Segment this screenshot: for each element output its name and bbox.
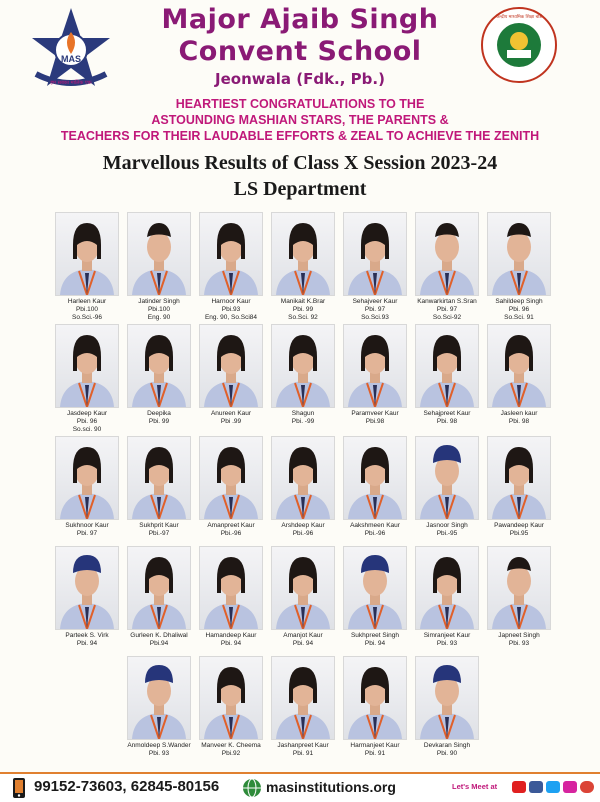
student-score: Pbi. 94: [76, 640, 98, 647]
student-name: Hamandeep Kaur: [205, 632, 257, 639]
student-card: [412, 656, 482, 758]
student-photo: [415, 656, 479, 740]
student-card: [52, 212, 122, 322]
student-photo-icon: [416, 437, 478, 519]
student-score: Pbi. 98: [508, 418, 530, 425]
student-card: [340, 324, 410, 426]
student-score: Pbi. 91: [364, 750, 386, 757]
student-name: Harmanjeet Kaur: [350, 742, 400, 749]
student-photo: [127, 546, 191, 630]
student-photo: [55, 324, 119, 408]
student-photo-icon: [344, 325, 406, 407]
student-name: Parteek S. Virk: [65, 632, 109, 639]
student-card: [124, 546, 194, 648]
student-photo: [199, 436, 263, 520]
student-photo-icon: [200, 547, 262, 629]
student-photo: [415, 324, 479, 408]
school-location: Jeonwala (Fdk., Pb.): [215, 70, 385, 88]
student-name: Shagun: [291, 410, 315, 417]
student-photo-icon: [488, 437, 550, 519]
student-score: Pbi.98: [365, 418, 385, 425]
student-score: Pbi. 99: [292, 306, 314, 313]
student-score: Pbi.-96: [292, 530, 314, 537]
student-photo-icon: [272, 657, 334, 739]
student-card: [340, 436, 410, 538]
student-photo: [487, 436, 551, 520]
student-score: Pbi. 97: [436, 306, 458, 313]
student-score: Pbi. 97: [364, 306, 386, 313]
student-score: Pbi.-97: [148, 530, 170, 537]
student-photo-icon: [56, 325, 118, 407]
student-photo-icon: [344, 657, 406, 739]
student-score: Pbi.100: [75, 306, 99, 313]
student-photo: [271, 212, 335, 296]
student-photo-icon: [200, 325, 262, 407]
google-plus-icon[interactable]: [580, 781, 594, 793]
student-photo: [487, 546, 551, 630]
youtube-icon[interactable]: [512, 781, 526, 793]
student-card: [52, 436, 122, 538]
student-photo-icon: [128, 213, 190, 295]
student-name: Sehajveer Kaur: [352, 298, 398, 305]
student-card: [196, 324, 266, 426]
student-score-extra: Eng. 90: [147, 314, 171, 321]
student-card: [268, 656, 338, 758]
student-card: [52, 324, 122, 434]
student-photo: [199, 212, 263, 296]
student-score-extra: So.Sci. 91: [504, 314, 534, 321]
student-photo: [415, 212, 479, 296]
student-name: Jasnoor Singh: [426, 522, 468, 529]
student-card: [268, 212, 338, 322]
student-score: Pbi.95: [509, 530, 529, 537]
student-photo-icon: [272, 213, 334, 295]
student-card: [412, 212, 482, 322]
student-card: [412, 436, 482, 538]
student-score: Pbi. 94: [364, 640, 386, 647]
logo-left-motto: हम सबका मालिक एक: [50, 80, 92, 86]
student-photo: [199, 546, 263, 630]
student-photo: [127, 436, 191, 520]
student-photo-icon: [200, 213, 262, 295]
student-score: Pbi. 93: [436, 640, 458, 647]
student-card: [412, 324, 482, 426]
student-name: Jasleen kaur: [500, 410, 538, 417]
student-score: Pbi. 98: [436, 418, 458, 425]
student-photo: [415, 546, 479, 630]
student-name: Amanpreet Kaur: [207, 522, 255, 529]
student-photo-icon: [488, 325, 550, 407]
student-photo-icon: [344, 547, 406, 629]
student-name: Sehajpreet Kaur: [423, 410, 471, 417]
student-photo: [487, 212, 551, 296]
student-photo: [199, 324, 263, 408]
student-photo-icon: [272, 547, 334, 629]
student-card: [124, 436, 194, 538]
congrats-line-2: ASTOUNDING MASHIAN STARS, THE PARENTS &: [151, 113, 449, 127]
student-name: Jatinder Singh: [138, 298, 180, 305]
department-title: LS Department: [233, 178, 367, 200]
student-name: Jasdeep Kaur: [66, 410, 108, 417]
student-score: Pbi. 94: [292, 640, 314, 647]
student-photo-icon: [488, 213, 550, 295]
student-card: [196, 212, 266, 322]
student-name: Simranjeet Kaur: [423, 632, 471, 639]
student-score-extra: So.Sci.-96: [72, 314, 102, 321]
school-name-line2: Convent School: [178, 36, 422, 67]
student-card: [268, 436, 338, 538]
student-photo-icon: [128, 325, 190, 407]
globe-icon: [242, 778, 262, 798]
student-photo-icon: [56, 213, 118, 295]
student-photo-icon: [416, 325, 478, 407]
student-card: [124, 212, 194, 322]
student-card: [124, 324, 194, 426]
mas-logo-icon: [30, 6, 112, 90]
student-name: Deepika: [147, 410, 171, 417]
phone-numbers: 99152-73603, 62845-80156: [34, 778, 220, 795]
student-photo: [55, 436, 119, 520]
student-photo-icon: [344, 437, 406, 519]
student-photo-icon: [56, 547, 118, 629]
student-score: Pbi. 99: [148, 418, 170, 425]
logo-left-text: MAS: [61, 54, 81, 64]
student-card: [196, 656, 266, 758]
student-card: [484, 436, 554, 538]
student-photo: [343, 656, 407, 740]
student-card: [196, 436, 266, 538]
student-photo: [271, 436, 335, 520]
student-score: Pbi.93: [221, 306, 241, 313]
student-score: Pbi. 96: [508, 306, 530, 313]
student-name: Manikait K.Brar: [280, 298, 326, 305]
student-photo-icon: [128, 547, 190, 629]
congrats-line-3: TEACHERS FOR THEIR LAUDABLE EFFORTS & ZEAL TO ACHIEVE THE ZENITH: [60, 129, 540, 143]
student-name: Harleen Kaur: [67, 298, 107, 305]
student-photo: [127, 324, 191, 408]
student-name: Arshdeep Kaur: [281, 522, 325, 529]
student-name: Sukhprit Kaur: [139, 522, 179, 529]
social-label: Let's Meet at: [452, 782, 498, 791]
student-score: Pbi.-96: [364, 530, 386, 537]
student-score: Pbi. 90: [436, 750, 458, 757]
student-score: Pbi.-96: [220, 530, 242, 537]
student-photo: [271, 656, 335, 740]
student-score-extra: So.Sci.93: [361, 314, 389, 321]
student-name: Paramveer Kaur: [351, 410, 399, 417]
student-name: Sukhnoor Kaur: [65, 522, 109, 529]
student-photo-icon: [200, 657, 262, 739]
student-name: Manveer K. Cheema: [201, 742, 261, 749]
student-photo-icon: [416, 657, 478, 739]
student-photo-icon: [416, 547, 478, 629]
student-score: Pbi.94: [149, 640, 169, 647]
student-card: [52, 546, 122, 648]
student-card: [268, 324, 338, 426]
student-photo: [271, 546, 335, 630]
congrats-line-1: HEARTIEST CONGRATULATIONS TO THE: [175, 97, 425, 111]
student-name: Amanjot Kaur: [283, 632, 323, 639]
student-photo-icon: [344, 213, 406, 295]
student-photo: [271, 324, 335, 408]
student-photo: [343, 546, 407, 630]
student-score: Pbi.100: [147, 306, 171, 313]
twitter-icon[interactable]: [546, 781, 560, 793]
student-score: Pbi. 93: [508, 640, 530, 647]
student-photo: [55, 546, 119, 630]
student-photo: [415, 436, 479, 520]
student-score: Pbi. -99: [291, 418, 315, 425]
student-photo: [199, 656, 263, 740]
student-name: Sukhpreet Singh: [350, 632, 400, 639]
student-name: Anureen Kaur: [210, 410, 252, 417]
student-score: Pbi. 91: [292, 750, 314, 757]
student-score: Pbi. 97: [76, 530, 98, 537]
student-card: [484, 324, 554, 426]
congratulations-message: [20, 96, 580, 144]
student-score: Pbi. 93: [148, 750, 170, 757]
student-photo: [55, 212, 119, 296]
student-name: Anmoldeep S.Wander: [127, 742, 191, 749]
logo-right-text: केन्द्रीय माध्यमिक शिक्षा बोर्ड: [496, 15, 542, 20]
student-photo-icon: [488, 547, 550, 629]
student-card: [340, 546, 410, 648]
student-card: [124, 656, 194, 758]
student-photo: [343, 324, 407, 408]
student-card: [196, 546, 266, 648]
results-title: Marvellous Results of Class X Session 2023-24: [102, 152, 498, 174]
student-photo-icon: [56, 437, 118, 519]
student-card: [340, 656, 410, 758]
student-photo: [343, 436, 407, 520]
student-photo-icon: [200, 437, 262, 519]
student-name: Japneet Singh: [498, 632, 540, 639]
student-score: Pbi.-95: [436, 530, 458, 537]
student-score-extra: Eng. 90, So.Sci84: [204, 314, 258, 321]
footer: [0, 772, 600, 802]
student-card: [412, 546, 482, 648]
student-score: Pbi .99: [220, 418, 242, 425]
student-card: [484, 212, 554, 322]
student-card: [484, 546, 554, 648]
student-photo-icon: [272, 325, 334, 407]
student-card: [340, 212, 410, 322]
student-score: Pbi. 96: [76, 418, 98, 425]
header: [0, 0, 600, 215]
student-photo-icon: [128, 437, 190, 519]
instagram-icon[interactable]: [563, 781, 577, 793]
student-card: [268, 546, 338, 648]
website-link[interactable]: masinstitutions.org: [266, 779, 396, 795]
phone-icon: [8, 777, 30, 799]
student-name: Pawandeep Kaur: [494, 522, 544, 529]
facebook-icon[interactable]: [529, 781, 543, 793]
student-name: Gurleen K. Dhaliwal: [130, 632, 188, 639]
student-name: Sahildeep Singh: [495, 298, 543, 305]
student-score-extra: So.Sci-92: [432, 314, 462, 321]
student-photo-icon: [272, 437, 334, 519]
school-name-line1: Major Ajaib Singh: [161, 4, 439, 35]
student-photo: [343, 212, 407, 296]
student-name: Kanwarkirtan S.Sran: [417, 298, 477, 305]
student-name: Devkaran Singh: [423, 742, 471, 749]
student-score-extra: So.Sci. 92: [288, 314, 318, 321]
student-photo-icon: [128, 657, 190, 739]
student-photo: [487, 324, 551, 408]
student-photo: [127, 656, 191, 740]
cbse-logo-icon: [480, 6, 558, 84]
student-score-extra: So.sci. 90: [72, 426, 102, 433]
student-name: Jashanpreet Kaur: [277, 742, 329, 749]
student-score: Pbi. 94: [220, 640, 242, 647]
student-score: Pbi.92: [221, 750, 241, 757]
student-photo: [127, 212, 191, 296]
student-name: Aakshmeen Kaur: [350, 522, 400, 529]
student-photo-icon: [416, 213, 478, 295]
student-name: Harnoor Kaur: [211, 298, 251, 305]
